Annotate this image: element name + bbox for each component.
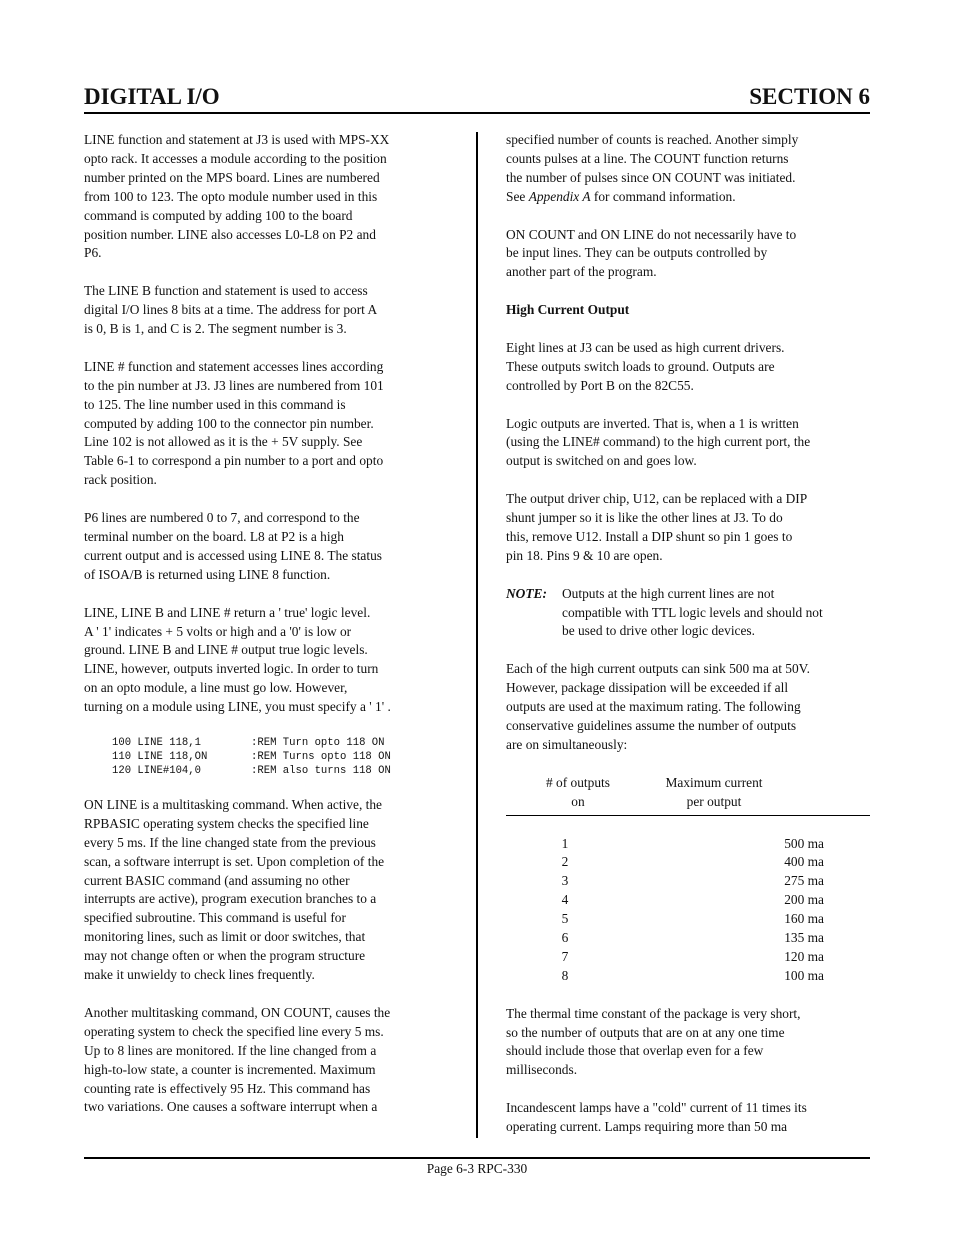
text-line: from 100 to 123. The opto module number used in this <box>84 188 378 204</box>
text-line: this, remove U12. Install a DIP shunt so pin 1 goes to <box>506 528 793 544</box>
current-table <box>506 774 870 986</box>
paragraph <box>506 226 870 283</box>
table-row <box>506 853 870 872</box>
appendix-reference: Appendix A <box>528 188 591 204</box>
table-row <box>506 891 870 910</box>
text-line: every 5 ms. If the line changed state from the previous <box>84 834 376 850</box>
table-row <box>506 929 870 948</box>
code-remark: :REM Turns opto 118 ON <box>251 750 391 763</box>
subheading: High Current Output <box>506 302 630 318</box>
right-column <box>506 131 870 1156</box>
text-line: Eight lines at J3 can be used as high current drivers. <box>506 339 785 355</box>
text-line: controlled by Port B on the 82C55. <box>506 377 694 393</box>
header-current <box>650 774 778 812</box>
text-line: A ' 1' indicates + 5 volts or high and a '0' is low or <box>84 623 352 639</box>
code-line <box>112 750 450 764</box>
table-row <box>506 948 870 967</box>
text-line: pin 18. Pins 9 & 10 are open. <box>506 547 663 563</box>
paragraph <box>506 415 870 472</box>
text-line: ON COUNT and ON LINE do not necessarily have to <box>506 226 797 242</box>
text-line: compatible with TTL logic levels and should not <box>562 604 823 620</box>
text-line: may not change often or when the program structure <box>84 948 366 964</box>
text-line: # of outputs <box>546 774 610 790</box>
text-line: Incandescent lamps have a "cold" current of 11 times its <box>506 1100 807 1116</box>
text-line: high-to-low state, a counter is incremented. Maximum <box>84 1061 376 1077</box>
text-line: conservative guidelines assume the number of outputs <box>506 717 797 733</box>
text-line: operating current. Lamps requiring more than 50 ma <box>506 1119 788 1135</box>
cell-outputs: 3 <box>561 873 569 889</box>
left-column <box>84 131 450 1136</box>
note <box>506 585 870 642</box>
text-line: on <box>571 793 585 809</box>
text-line: LINE function and statement at J3 is used with MPS-XX <box>84 132 390 147</box>
text-line: should include those that overlap even for a few <box>506 1043 764 1059</box>
code-remark: :REM also turns 118 ON <box>251 764 391 777</box>
paragraph <box>84 604 450 717</box>
text-line: Line 102 is not allowed as it is the + 5V supply. See <box>84 434 363 450</box>
text-line: milliseconds. <box>506 1062 578 1078</box>
code-statement: 110 LINE 118,ON <box>112 750 208 763</box>
text-line: The output driver chip, U12, can be replaced with a DIP <box>506 491 808 507</box>
text-line: RPBASIC operating system checks the specified line <box>84 815 369 831</box>
paragraph <box>506 1099 870 1137</box>
text-line: are on simultaneously: <box>506 736 628 752</box>
text-line: LINE # function and statement accesses lines according <box>84 358 384 374</box>
note-label: NOTE: <box>506 585 547 601</box>
paragraph <box>84 509 450 585</box>
text-line: The LINE B function and statement is used to access <box>84 283 368 299</box>
paragraph <box>506 660 870 755</box>
code-example <box>112 736 450 778</box>
text-line: Each of the high current outputs can sink 500 ma at 50V. <box>506 661 810 677</box>
text-line: to the pin number at J3. J3 lines are numbered from 101 <box>84 377 384 393</box>
text-line: P6 lines are numbered 0 to 7, and correspond to the <box>84 510 360 526</box>
text-line: specified subroutine. This command is useful for <box>84 910 346 926</box>
cell-current: 120 ma <box>784 948 824 964</box>
text-line: current output and is accessed using LINE 8. The status <box>84 547 382 563</box>
text-line: ON LINE is a multitasking command. When active, the <box>84 796 382 812</box>
paragraph <box>84 131 450 263</box>
text-line: turning on a module using LINE, you must specify a ' 1' . <box>84 699 391 715</box>
text-line: number printed on the MPS board. Lines are numbered <box>84 169 380 185</box>
note-text <box>562 585 823 642</box>
text-line: ground. LINE B and LINE # output true logic levels. <box>84 642 368 658</box>
header-outputs <box>506 774 650 812</box>
table-row <box>506 910 870 929</box>
cell-current: 160 ma <box>784 911 824 927</box>
cell-current: 500 ma <box>784 835 824 851</box>
text-line: P6. <box>84 245 102 261</box>
text-line: two variations. One causes a software interrupt when a <box>84 1099 378 1115</box>
text-line: to 125. The line number used in this command is <box>84 396 346 412</box>
cell-outputs: 6 <box>561 930 569 946</box>
text-line: scan, a software interrupt is set. Upon completion of the <box>84 853 385 869</box>
text-line: The thermal time constant of the package is very short, <box>506 1005 801 1021</box>
table-rule <box>506 815 870 816</box>
paragraph <box>506 490 870 566</box>
text-line: specified number of counts is reached. Another simply <box>506 132 799 147</box>
text-line: LINE, however, outputs inverted logic. In order to turn <box>84 661 379 677</box>
cell-outputs: 1 <box>561 835 569 851</box>
cell-current: 100 ma <box>784 967 824 983</box>
text-line: be used to drive other logic devices. <box>562 623 755 639</box>
text-line: Up to 8 lines are monitored. If the line changed from a <box>84 1042 377 1058</box>
text-line: digital I/O lines 8 bits at a time. The address for port A <box>84 302 378 318</box>
cell-outputs: 5 <box>561 911 569 927</box>
text-line: Table 6-1 to correspond a pin number to a port and opto <box>84 453 384 469</box>
text-line: counting rate is effectively 95 Hz. This command has <box>84 1080 371 1096</box>
text-line: These outputs switch loads to ground. Outputs are <box>506 358 775 374</box>
cell-outputs: 8 <box>561 967 569 983</box>
cell-current: 400 ma <box>784 854 824 870</box>
paragraph <box>84 796 450 985</box>
text-line: shunt jumper so it is like the other lines at J3. To do <box>506 510 783 526</box>
code-line <box>112 736 450 750</box>
table-row <box>506 872 870 891</box>
table-body <box>506 835 870 986</box>
section-label: SECTION 6 <box>749 84 870 109</box>
text-line: make it unwieldy to check lines frequently. <box>84 967 315 983</box>
text-line: rack position. <box>84 472 157 488</box>
text-line: LINE, LINE B and LINE # return a ' true' logic level. <box>84 604 371 620</box>
text-line: output is switched on and goes low. <box>506 453 697 469</box>
paragraph <box>506 339 870 396</box>
table-header <box>506 774 870 812</box>
cell-outputs: 2 <box>561 854 569 870</box>
column-divider <box>476 132 478 1138</box>
text-line: interrupts are active), program execution branches to a <box>84 891 377 907</box>
text-line: outputs are used at the maximum rating. The following <box>506 699 801 715</box>
cell-current: 135 ma <box>784 930 824 946</box>
code-line <box>112 764 450 778</box>
text-line: current BASIC command (and assuming no other <box>84 872 350 888</box>
text-line: However, package dissipation will be exceeded if all <box>506 680 789 696</box>
text-line: per output <box>686 793 742 809</box>
text-line: be input lines. They can be outputs controlled by <box>506 245 768 261</box>
table-row <box>506 835 870 854</box>
header-rule <box>84 112 870 114</box>
text-line: of ISOA/B is returned using LINE 8 function. <box>84 566 331 582</box>
text-line: terminal number on the board. L8 at P2 is a high <box>84 528 344 544</box>
cell-outputs: 7 <box>561 948 569 964</box>
paragraph <box>506 1005 870 1081</box>
code-statement: 100 LINE 118,1 <box>112 736 202 749</box>
code-statement: 120 LINE#104,0 <box>112 764 202 777</box>
text-line: the number of pulses since ON COUNT was initiated. <box>506 169 796 185</box>
footer-rule <box>84 1157 870 1159</box>
text-line: Maximum current <box>665 774 763 790</box>
text-line: computed by adding 100 to the connector pin number. <box>84 415 374 431</box>
paragraph <box>84 358 450 490</box>
paragraph <box>84 1004 450 1117</box>
table-row <box>506 967 870 986</box>
cell-current: 275 ma <box>784 873 824 889</box>
text-line: (using the LINE# command) to the high current port, the <box>506 434 811 450</box>
text-line: Outputs at the high current lines are not <box>562 585 775 601</box>
code-remark: :REM Turn opto 118 ON <box>251 736 385 749</box>
text-line: opto rack. It accesses a module according to the position <box>84 150 387 166</box>
text-line: operating system to check the specified line every 5 ms. <box>84 1023 384 1039</box>
page-title: DIGITAL I/O <box>84 84 220 109</box>
text-line: monitoring lines, such as limit or door switches, that <box>84 929 366 945</box>
text-line: counts pulses at a line. The COUNT function returns <box>506 150 789 166</box>
text-line: on an opto module, a line must go low. However, <box>84 680 348 696</box>
text-line: Logic outputs are inverted. That is, when a 1 is written <box>506 415 799 431</box>
text-line: another part of the program. <box>506 264 657 280</box>
page-footer: Page 6-3 RPC-330 <box>426 1161 528 1176</box>
text-line: Another multitasking command, ON COUNT, causes the <box>84 1004 391 1020</box>
paragraph: specified number of counts is reached. Another simply counts pulses at a line. The COUNT function returns the number of pulses since ON COUNT was initiated. See Appendix A for command information. <box>506 131 870 207</box>
cell-current: 200 ma <box>784 892 824 908</box>
text-line: position number. LINE also accesses L0-L8 on P2 and <box>84 226 376 242</box>
cell-outputs: 4 <box>561 892 569 908</box>
text-line: is 0, B is 1, and C is 2. The segment number is 3. <box>84 321 347 337</box>
paragraph <box>84 282 450 339</box>
text-line: so the number of outputs that are on at any one time <box>506 1024 785 1040</box>
text-line: command is computed by adding 100 to the board <box>84 207 353 223</box>
